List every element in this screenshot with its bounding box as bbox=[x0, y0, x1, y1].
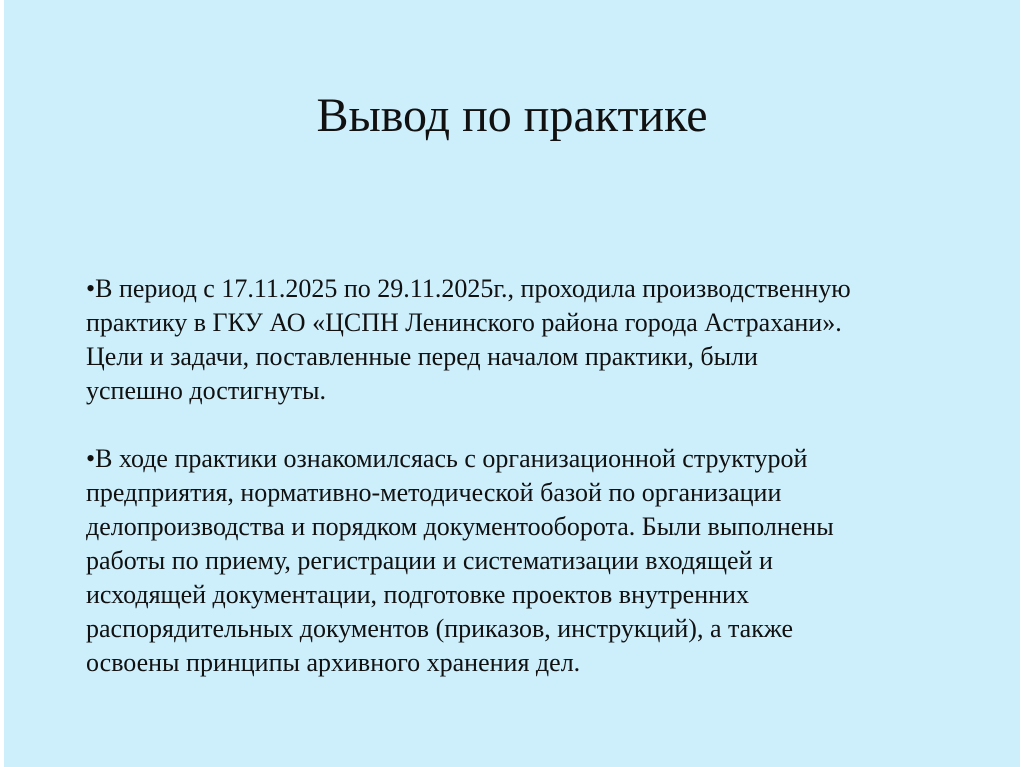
paragraph-2-line-4: работы по приему, регистрации и систематизации входящей и bbox=[86, 546, 773, 575]
paragraph-2-line-5: исходящей документации, подготовке проектов внутренних bbox=[86, 580, 749, 609]
paragraph-1-line-2: практику в ГКУ АО «ЦСПН Ленинского района города Астрахани». bbox=[86, 308, 842, 337]
paragraph-2-line-6: распорядительных документов (приказов, инструкций), а также bbox=[86, 614, 794, 643]
paragraph-2-line-2: предприятия, нормативно-методической базой по организации bbox=[86, 478, 782, 507]
conclusion-paragraph-1 bbox=[86, 272, 956, 408]
slide-title: Вывод по практике bbox=[316, 89, 708, 142]
paragraph-1-line-1: •В период с 17.11.2025 по 29.11.2025г., проходила производственную bbox=[86, 274, 851, 303]
paragraph-1-line-4: успешно достигнуты. bbox=[86, 376, 327, 405]
paragraph-2-line-3: делопроизводства и порядком документооборота. Были выполнены bbox=[86, 512, 834, 541]
paragraph-2-line-1: •В ходе практики ознакомилсяась с организационной структурой bbox=[86, 444, 808, 473]
paragraph-2-line-7: освоены принципы архивного хранения дел. bbox=[86, 648, 581, 677]
conclusion-paragraph-2 bbox=[86, 442, 956, 680]
paragraph-1-line-3: Цели и задачи, поставленные перед началом практики, были bbox=[86, 342, 758, 371]
slide-content bbox=[86, 272, 956, 680]
